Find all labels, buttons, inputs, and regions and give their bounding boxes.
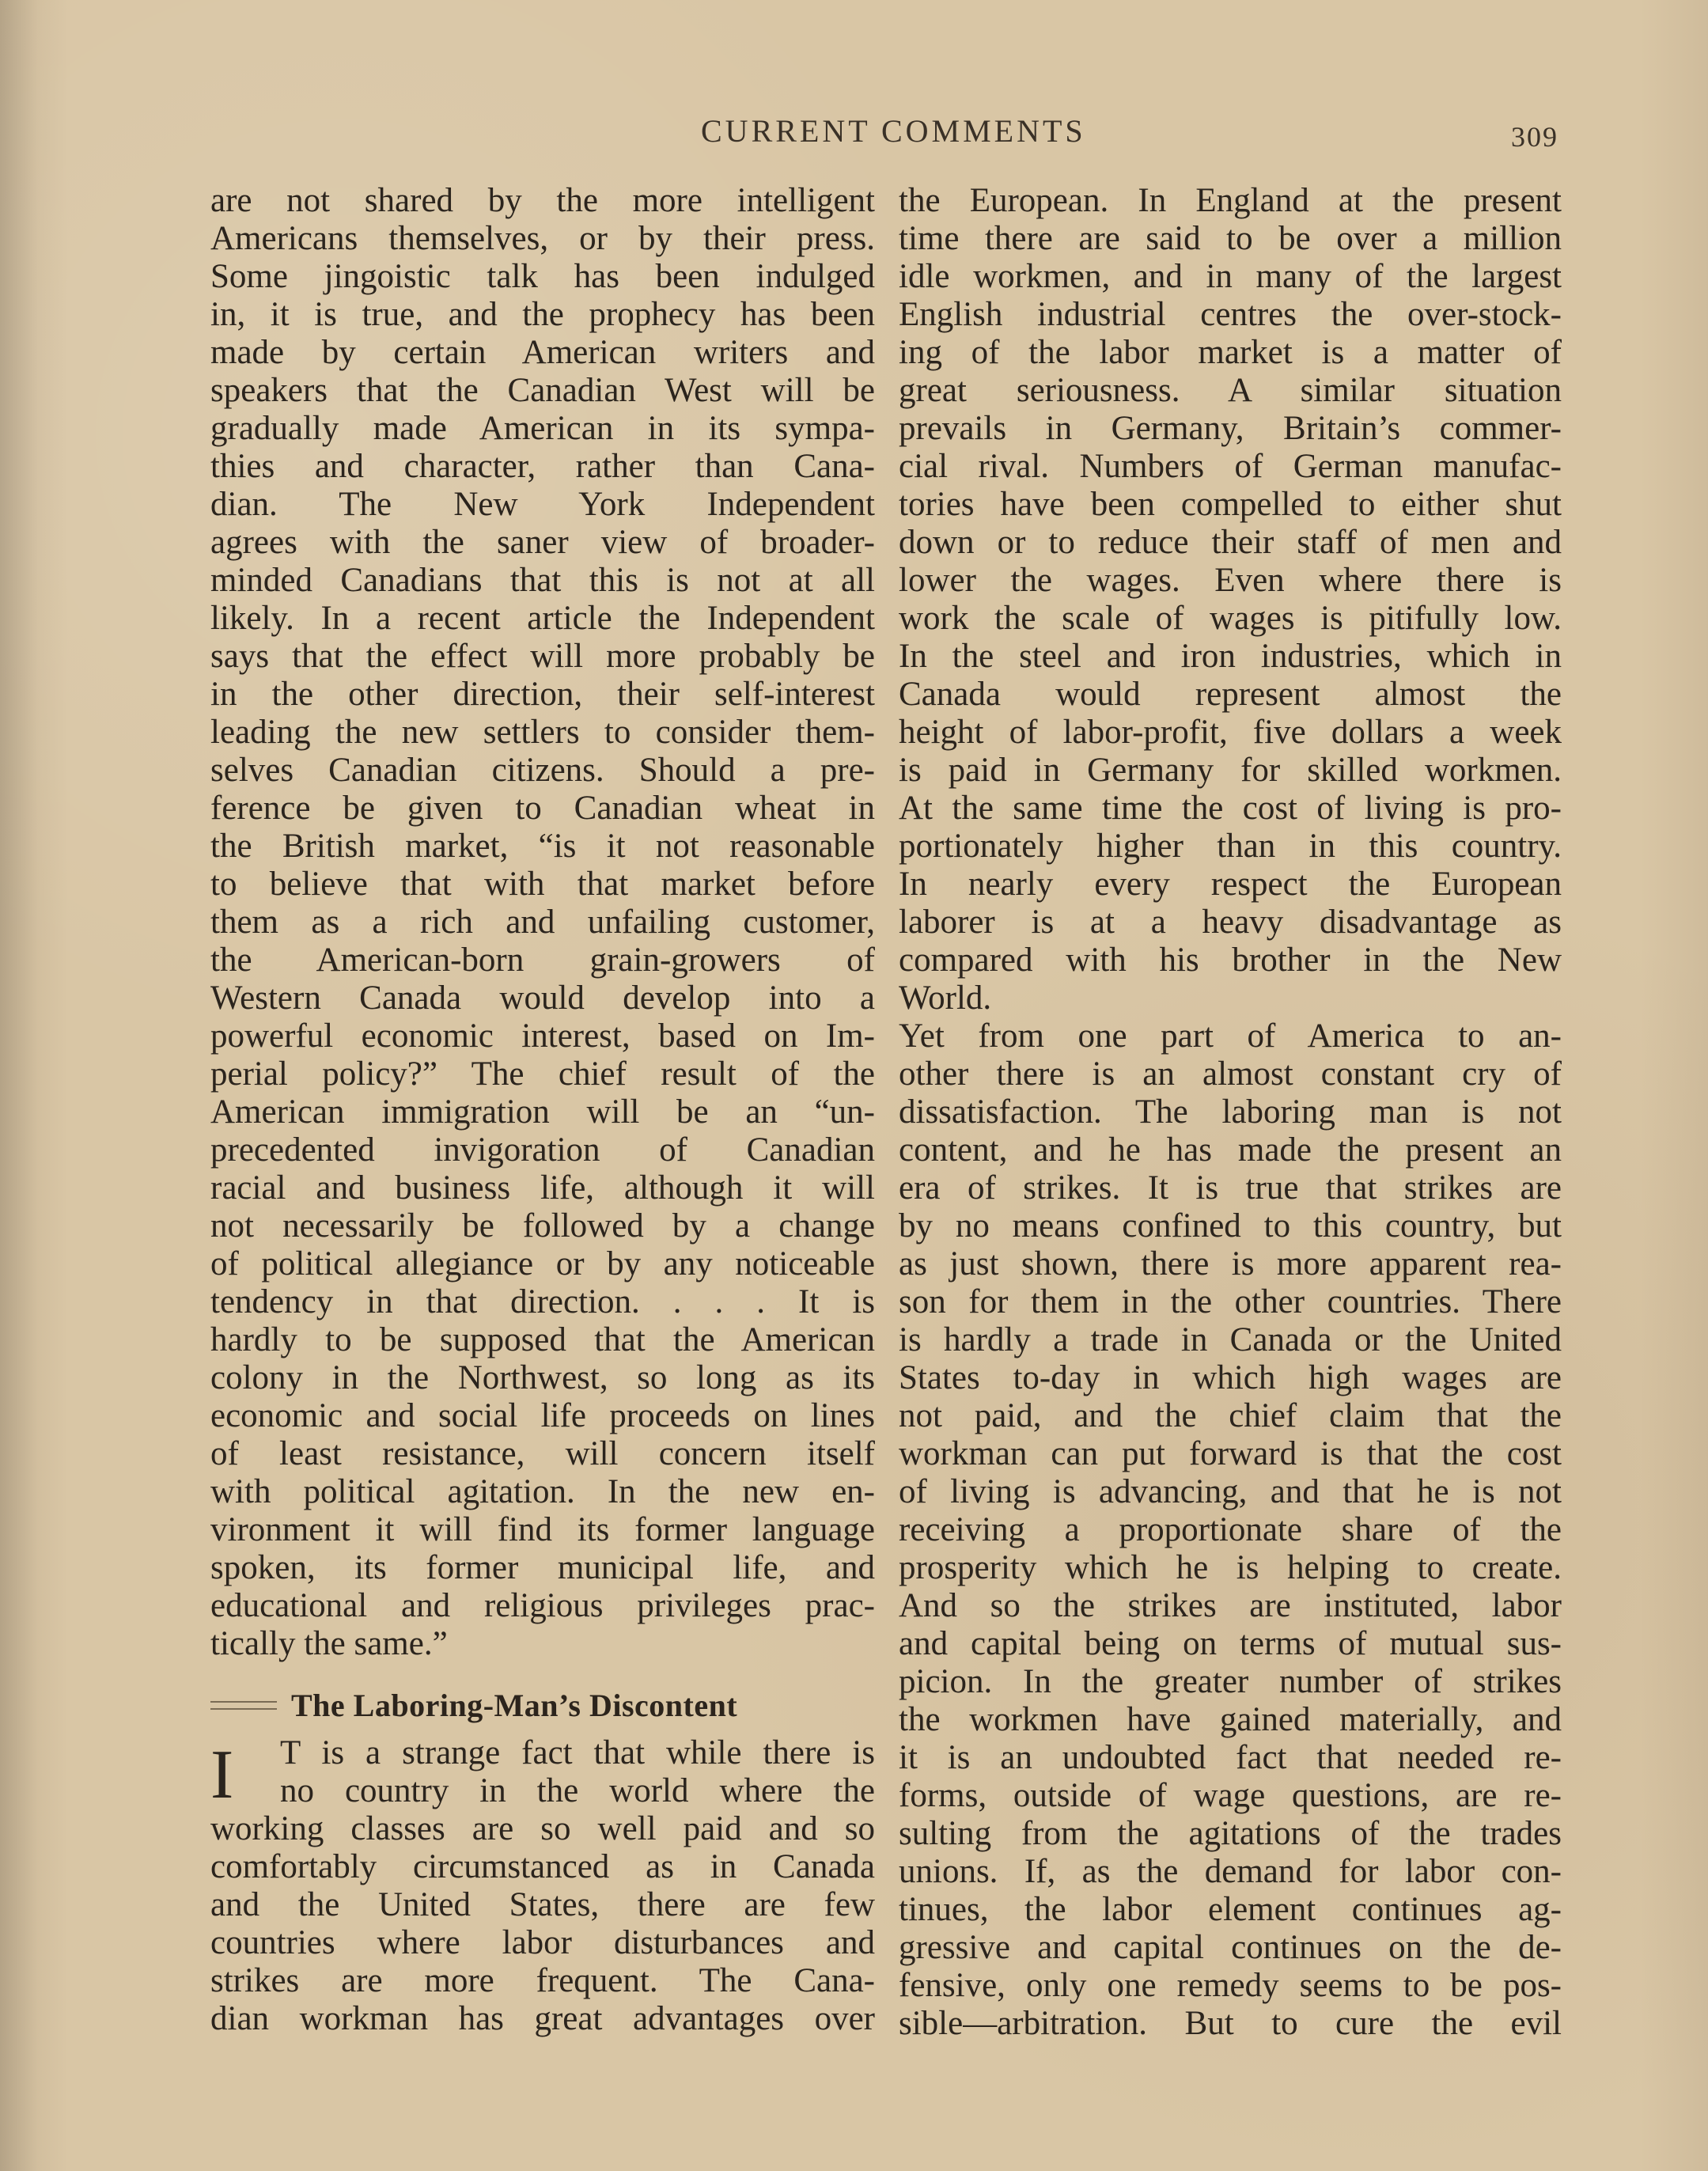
right-line-47: gressive and capital continues on the de- [899, 1929, 1562, 1966]
right-line-13: In the steel and iron industries, which in [899, 638, 1562, 675]
left-line-39: tically the same.” [210, 1625, 448, 1662]
right-line-22: World. [899, 979, 992, 1017]
left-line-27: racial and business life, although it will [210, 1169, 875, 1207]
drop-cap: I [210, 1737, 234, 1813]
left-line-35: with political agitation. In the new en- [210, 1473, 875, 1510]
left-line-5: made by certain American writers and [210, 334, 875, 371]
right-line-4: English industrial centres the over-stock- [899, 296, 1562, 333]
left-line-10: agrees with the saner view of broader- [210, 524, 875, 561]
right-line-42: it is an undoubted fact that needed re- [899, 1739, 1562, 1776]
right-line-9: tories have been compelled to either shut [899, 486, 1562, 523]
right-line-31: is hardly a trade in Canada or the United [899, 1321, 1562, 1358]
right-line-34: workman can put forward is that the cost [899, 1435, 1562, 1472]
left-line-4: in, it is true, and the prophecy has been [210, 296, 875, 333]
right-line-15: height of labor-profit, five dollars a week [899, 714, 1562, 751]
right-line-11: lower the wages. Even where there is [899, 562, 1562, 599]
right-line-6: great seriousness. A similar situation [899, 372, 1562, 409]
left-text-column [210, 182, 875, 2038]
right-line-7: prevails in Germany, Britain’s commer- [899, 410, 1562, 447]
right-line-2: time there are said to be over a million [899, 220, 1562, 257]
left-line-16: selves Canadian citizens. Should a pre- [210, 752, 875, 789]
left-line-30: tendency in that direction. . . . It is [210, 1283, 875, 1320]
right-line-36: receiving a proportionate share of the [899, 1511, 1562, 1548]
right-line-41: the workmen have gained materially, and [899, 1701, 1562, 1738]
page-header [0, 103, 1708, 158]
left-line-33: economic and social life proceeds on lines [210, 1397, 875, 1434]
right-line-25: dissatisfaction. The laboring man is not [899, 1093, 1562, 1131]
right-line-8: cial rival. Numbers of German manufac- [899, 448, 1562, 485]
left-after-drop-line-2: comfortably circumstanced as in Canada [210, 1848, 875, 1885]
section-heading-text: The Laboring-Man’s Discontent [291, 1688, 738, 1723]
left-line-12: likely. In a recent article the Independent [210, 600, 875, 637]
right-line-32: States to-day in which high wages are [899, 1359, 1562, 1396]
left-line-38: educational and religious privileges prac- [210, 1587, 875, 1624]
left-line-1: are not shared by the more intelligent [210, 182, 875, 219]
right-line-19: In nearly every respect the European [899, 866, 1562, 903]
left-line-25: American immigration will be an “un- [210, 1093, 875, 1131]
running-title: CURRENT COMMENTS [701, 113, 1086, 149]
left-after-drop-line-5: strikes are more frequent. The Cana- [210, 1962, 875, 1999]
right-line-26: content, and he has made the present an [899, 1131, 1562, 1169]
left-line-29: of political allegiance or by any noticeable [210, 1245, 875, 1283]
left-line-37: spoken, its former municipal life, and [210, 1549, 875, 1586]
left-line-19: to believe that with that market before [210, 866, 875, 903]
right-line-35: of living is advancing, and that he is not [899, 1473, 1562, 1510]
left-line-32: colony in the Northwest, so long as its [210, 1359, 875, 1396]
right-line-16: is paid in Germany for skilled workmen. [899, 752, 1562, 789]
left-after-drop-line-1: working classes are so well paid and so [210, 1810, 875, 1847]
left-line-17: ference be given to Canadian wheat in [210, 790, 875, 827]
left-after-drop-line-3: and the United States, there are few [210, 1886, 875, 1923]
right-line-43: forms, outside of wage questions, are re- [899, 1777, 1562, 1814]
right-line-14: Canada would represent almost the [899, 676, 1562, 713]
right-line-5: ing of the labor market is a matter of [899, 334, 1562, 371]
page-number: 309 [1511, 121, 1558, 153]
left-line-28: not necessarily be followed by a change [210, 1207, 875, 1245]
right-line-46: tinues, the labor element continues ag- [899, 1891, 1562, 1928]
right-line-10: down or to reduce their staff of men and [899, 524, 1562, 561]
left-after-drop-line-4: countries where labor disturbances and [210, 1924, 875, 1961]
right-line-48: fensive, only one remedy seems to be pos- [899, 1967, 1562, 2004]
left-line-34: of least resistance, will concern itself [210, 1435, 875, 1472]
drop-cap-line-2: no country in the world where the [280, 1772, 875, 1809]
right-line-37: prosperity which he is helping to create. [899, 1549, 1562, 1586]
right-line-38: And so the strikes are instituted, labor [899, 1587, 1562, 1624]
left-line-18: the British market, “is it not reasonable [210, 828, 875, 865]
right-line-45: unions. If, as the demand for labor con- [899, 1853, 1562, 1890]
left-line-14: in the other direction, their self-interest [210, 676, 875, 713]
right-line-40: picion. In the greater number of strikes [899, 1663, 1562, 1700]
right-line-17: At the same time the cost of living is pro- [899, 790, 1562, 827]
right-line-20: laborer is at a heavy disadvantage as [899, 904, 1562, 941]
left-line-31: hardly to be supposed that the American [210, 1321, 875, 1358]
right-line-23: Yet from one part of America to an- [899, 1017, 1562, 1055]
left-after-drop-line-6: dian workman has great advantages over [210, 2000, 875, 2037]
right-line-3: idle workmen, and in many of the largest [899, 258, 1562, 295]
right-line-28: by no means confined to this country, but [899, 1207, 1562, 1245]
right-line-49: sible—arbitration. But to cure the evil [899, 2005, 1562, 2042]
section-heading [210, 1677, 875, 1734]
right-line-24: other there is an almost constant cry of [899, 1055, 1562, 1093]
right-line-39: and capital being on terms of mutual sus- [899, 1625, 1562, 1662]
left-line-22: Western Canada would develop into a [210, 979, 875, 1017]
left-line-6: speakers that the Canadian West will be [210, 372, 875, 409]
right-line-30: son for them in the other countries. There [899, 1283, 1562, 1320]
ornament-icon [210, 1695, 277, 1717]
right-line-29: as just shown, there is more apparent rea- [899, 1245, 1562, 1283]
right-line-21: compared with his brother in the New [899, 942, 1562, 979]
right-line-12: work the scale of wages is pitifully low. [899, 600, 1562, 637]
left-line-21: the American-born grain-growers of [210, 942, 875, 979]
left-line-3: Some jingoistic talk has been indulged [210, 258, 875, 295]
drop-cap-block [210, 1734, 875, 1813]
drop-cap-line-1: T is a strange fact that while there is [280, 1734, 875, 1771]
left-line-36: vironment it will find its former language [210, 1511, 875, 1548]
left-line-15: leading the new settlers to consider them- [210, 714, 875, 751]
left-line-9: dian. The New York Independent [210, 486, 875, 523]
left-line-8: thies and character, rather than Cana- [210, 448, 875, 485]
left-line-26: precedented invigoration of Canadian [210, 1131, 875, 1169]
right-line-33: not paid, and the chief claim that the [899, 1397, 1562, 1434]
left-line-2: Americans themselves, or by their press. [210, 220, 875, 257]
left-line-20: them as a rich and unfailing customer, [210, 904, 875, 941]
left-line-13: says that the effect will more probably be [210, 638, 875, 675]
left-line-7: gradually made American in its sympa- [210, 410, 875, 447]
left-line-24: perial policy?” The chief result of the [210, 1055, 875, 1093]
right-line-44: sulting from the agitations of the trades [899, 1815, 1562, 1852]
page-edge-shadow [0, 0, 38, 2171]
right-line-27: era of strikes. It is true that strikes are [899, 1169, 1562, 1207]
right-text-column [899, 182, 1562, 2043]
right-line-18: portionately higher than in this country. [899, 828, 1562, 865]
right-line-1: the European. In England at the present [899, 182, 1562, 219]
left-line-11: minded Canadians that this is not at all [210, 562, 875, 599]
left-line-23: powerful economic interest, based on Im- [210, 1017, 875, 1055]
